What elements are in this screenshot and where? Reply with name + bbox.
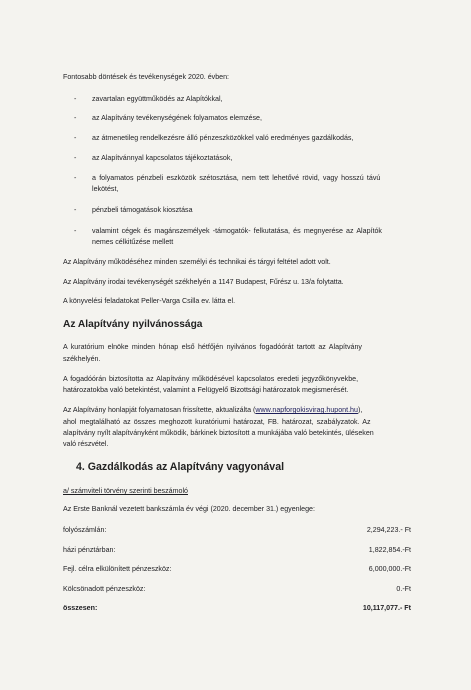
balance-label: házi pénztárban: — [63, 546, 116, 554]
paragraph-accounting: A könyvelési feladatokat Peller-Varga Csilla ev. látta el. — [63, 297, 236, 305]
balance-value: 1,822,854.-Ft — [368, 546, 411, 554]
bullet-dash: - — [74, 95, 77, 103]
balance-label: Kölcsönadott pénzeszköz: — [63, 585, 146, 593]
bullet-text-cont: lekötést, — [92, 185, 119, 193]
balance-label: Fejl. célra elkülönített pénzeszköz: — [63, 565, 172, 573]
total-value: 10,117,077.- Ft — [362, 604, 411, 612]
paragraph-insight: A fogadóórán biztosította az Alapítvány működésével kapcsolatos eredeti jegyzőkönyvekbe, — [63, 375, 359, 383]
bullet-dash: - — [74, 154, 77, 162]
paragraph-website-cont: való részvétel. — [63, 440, 109, 448]
bullet-text: az átmenetileg rendelkezésre álló pénzeszközökkel való eredményes gazdálkodás, — [92, 134, 354, 142]
bullet-text-cont: nemes célkitűzése mellett — [92, 238, 174, 246]
bank-balance-intro: Az Erste Banknál vezetett bankszámla év végi (2020. december 31.) egyenlege: — [63, 505, 315, 513]
subheading-accounting-report: a/ számviteli törvény szerinti beszámoló — [63, 487, 188, 495]
paragraph-conditions: Az Alapítvány működéséhez minden személyi és technikai és tárgyi feltétel adott volt. — [63, 258, 331, 266]
bullet-dash: - — [74, 227, 77, 235]
total-label: összesen: — [63, 604, 98, 612]
paragraph-website-cont: alapítvány nyílt alapítványként működik, bárkinek biztosított a munkájába való betekintés, üléseken — [63, 429, 374, 437]
paragraph-website-cont: ahol megtalálható az összes meghozott kuratóriumi határozat, FB. határozat, szabályzatok. Az — [63, 418, 371, 426]
website-text-end: ), — [357, 406, 363, 414]
bullet-text: pénzbeli támogatások kiosztása — [92, 206, 193, 214]
bullet-dash: - — [74, 134, 77, 142]
paragraph-office-hours: A kuratórium elnöke minden hónap első hétfőjén nyilvános fogadóórát tartott az Alapítvány — [63, 343, 362, 351]
bullet-dash: - — [74, 206, 77, 214]
balance-label: folyószámlán: — [63, 526, 107, 534]
bullet-text: a folyamatos pénzbeli eszközök szétosztása, nem tett lehetővé rövid, vagy hosszú távú — [92, 174, 381, 182]
bullet-text: az Alapítvány tevékenységének folyamatos elemzése, — [92, 114, 262, 122]
paragraph-website — [63, 406, 362, 415]
paragraph-office: Az Alapítvány irodai tevékenységét székhelyén a 1147 Budapest, Fűrész u. 13/a folytatta. — [63, 278, 344, 286]
intro-text: Fontosabb döntések és tevékenységek 2020. évben: — [63, 73, 230, 81]
section-heading-finances: 4. Gazdálkodás az Alapítvány vagyonával — [76, 461, 285, 473]
bullet-dash: - — [74, 174, 77, 182]
paragraph-office-hours-cont: székhelyén. — [63, 355, 101, 363]
balance-value: 0.-Ft — [396, 585, 411, 593]
balance-value: 2,294,223.- Ft — [366, 526, 411, 534]
paragraph-insight-cont: határozatokba való betekintést, valamint a Felügyelő Bizottsági határozatok megismerését. — [63, 386, 349, 394]
bullet-text: az Alapítvánnyal kapcsolatos tájékoztatások, — [92, 154, 233, 162]
bullet-dash: - — [74, 114, 77, 122]
website-text: Az Alapítvány honlapját folyamatosan frissítette, aktualizálta ( — [63, 406, 256, 414]
section-heading-publicity: Az Alapítvány nyilvánossága — [63, 319, 203, 330]
bullet-text: valamint cégek és magánszemélyek -támogatók- felkutatása, és megnyerése az Alapítók — [92, 227, 382, 235]
website-link[interactable]: www.napforgokisvirag.hupont.hu — [255, 406, 358, 414]
bullet-text: zavartalan együttműködés az Alapítókkal, — [92, 95, 223, 103]
balance-value: 6,000,000.-Ft — [368, 565, 411, 573]
